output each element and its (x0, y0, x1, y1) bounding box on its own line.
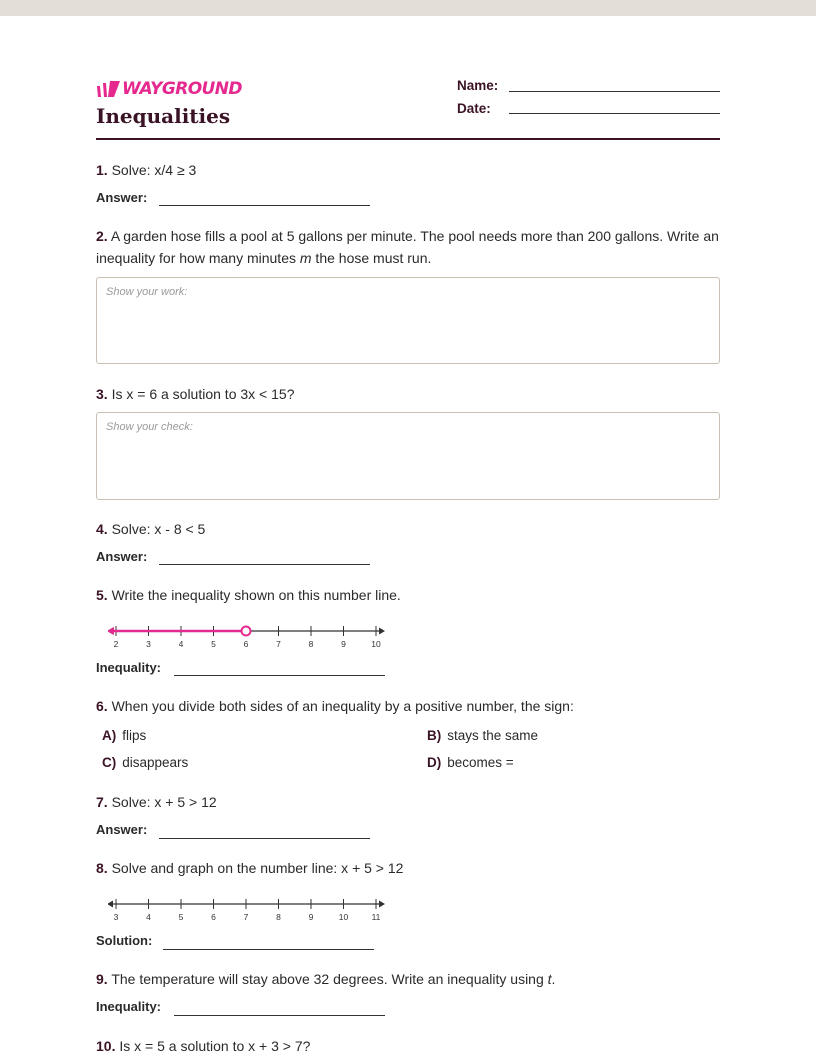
tick-label: 6 (243, 639, 249, 649)
header-divider (96, 138, 720, 140)
date-field[interactable] (509, 113, 720, 114)
question-10 (96, 1035, 720, 1057)
question-text: Solve: x/4 ≥ 3 (111, 162, 197, 178)
question-text: Solve and graph on the number line: x + 5 > 12 (111, 860, 404, 876)
answer-field-7[interactable] (159, 838, 370, 839)
choice-letter: B) (427, 728, 442, 743)
page-title: Inequalities (96, 104, 231, 128)
answer-field-8[interactable] (163, 949, 374, 950)
question-text: The temperature will stay above 32 degrees. Write an inequality using (111, 971, 548, 987)
choice-b[interactable] (427, 728, 538, 743)
answer-field-1[interactable] (159, 205, 370, 206)
question-text-end: the hose must run. (311, 250, 432, 266)
question-variable: m (299, 250, 312, 266)
tick-label: 5 (178, 912, 184, 922)
arrow-right-icon (379, 628, 385, 635)
tick-label: 9 (341, 639, 346, 649)
question-number: 8. (96, 860, 108, 876)
tick-label: 10 (371, 639, 381, 649)
work-box-2[interactable] (96, 277, 720, 364)
question-text: When you divide both sides of an inequality by a positive number, the sign: (111, 698, 574, 714)
question-number: 3. (96, 386, 108, 402)
question-number: 1. (96, 162, 108, 178)
work-box-placeholder: Show your check: (106, 421, 193, 433)
tick-label: 8 (276, 912, 281, 922)
choice-text: becomes = (447, 755, 514, 770)
question-6 (96, 695, 720, 717)
brand-name: WAYGROUND (122, 79, 242, 99)
tick-label: 9 (308, 912, 314, 922)
choice-text: disappears (122, 755, 189, 770)
tick-label: 11 (371, 912, 381, 922)
question-text: A garden hose fills a pool at 5 gallons per minute. The pool needs more than 200 gallons. Write an inequality for how many minutes (96, 228, 719, 266)
tick-label: 6 (211, 912, 216, 922)
question-variable: t (547, 971, 552, 987)
answer-label: Answer: (96, 190, 148, 205)
question-number: 2. (96, 228, 108, 244)
question-number: 9. (96, 971, 108, 987)
inequality-label: Inequality: (96, 660, 162, 675)
question-number: 10. (96, 1038, 116, 1054)
question-4 (96, 518, 720, 540)
solution-label: Solution: (96, 933, 153, 948)
choice-letter: A) (102, 728, 117, 743)
choice-text: flips (122, 728, 147, 743)
question-8 (96, 857, 720, 879)
name-field[interactable] (509, 91, 720, 92)
number-line-5 (108, 622, 388, 652)
question-1 (96, 159, 720, 181)
question-number: 5. (96, 587, 108, 603)
tick-label: 4 (178, 639, 184, 649)
question-3 (96, 383, 720, 405)
question-9 (96, 968, 720, 990)
inequality-label: Inequality: (96, 999, 162, 1014)
tick-label: 3 (146, 639, 151, 649)
arrow-right-icon (379, 901, 385, 908)
brand-logo (96, 79, 242, 99)
question-text: Is x = 5 a solution to x + 3 > 7? (119, 1038, 311, 1054)
choice-c[interactable] (102, 755, 188, 770)
question-5 (96, 584, 720, 606)
answer-field-9[interactable] (174, 1015, 385, 1016)
open-circle-icon (242, 627, 251, 636)
question-2 (96, 225, 720, 269)
tick-label: 3 (113, 912, 119, 922)
question-number: 4. (96, 521, 108, 537)
name-label: Name: (457, 78, 499, 93)
tick-label: 5 (211, 639, 216, 649)
tick-label: 2 (113, 639, 119, 649)
top-bar (0, 0, 816, 16)
question-number: 6. (96, 698, 108, 714)
question-text: Is x = 6 a solution to 3x < 15? (111, 386, 295, 402)
number-line-8[interactable] (108, 895, 388, 925)
wayground-logo-icon (96, 80, 120, 98)
answer-field-5[interactable] (174, 675, 385, 676)
tick-label: 4 (146, 912, 151, 922)
arrow-left-icon (108, 901, 113, 908)
question-number: 7. (96, 794, 108, 810)
answer-label: Answer: (96, 822, 148, 837)
choice-a[interactable] (102, 728, 146, 743)
choice-d[interactable] (427, 755, 514, 770)
choice-letter: C) (102, 755, 117, 770)
tick-label: 10 (338, 912, 349, 922)
choice-letter: D) (427, 755, 442, 770)
question-text: Solve: x + 5 > 12 (111, 794, 217, 810)
choice-text: stays the same (447, 728, 539, 743)
question-text: Solve: x - 8 < 5 (111, 521, 206, 537)
tick-label: 7 (243, 912, 249, 922)
tick-label: 7 (276, 639, 281, 649)
answer-field-4[interactable] (159, 564, 370, 565)
shaded-arrow-icon (108, 627, 114, 635)
question-text: Write the inequality shown on this number line. (111, 587, 401, 603)
question-text-end: . (551, 971, 556, 987)
tick-label: 8 (308, 639, 314, 649)
work-box-3[interactable] (96, 412, 720, 500)
answer-label: Answer: (96, 549, 148, 564)
work-box-placeholder: Show your work: (106, 286, 188, 298)
question-7 (96, 791, 720, 813)
date-label: Date: (457, 101, 491, 116)
